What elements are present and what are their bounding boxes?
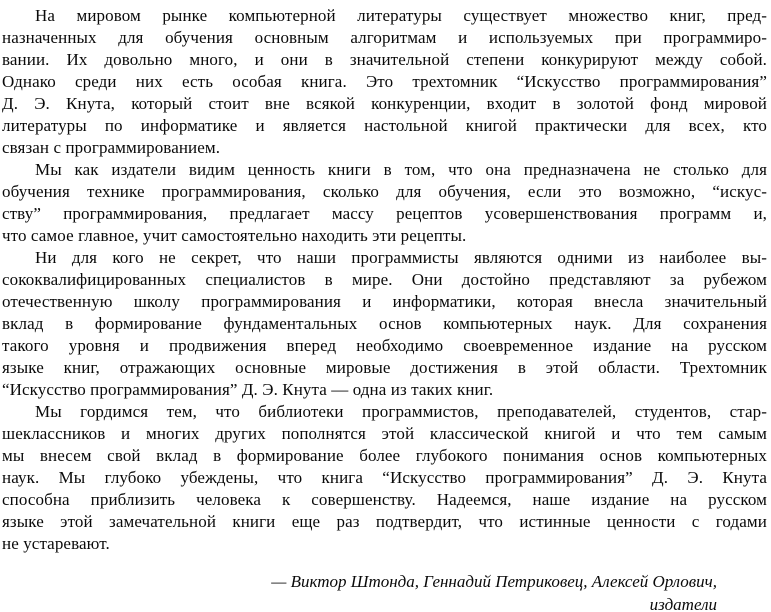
paragraph (2, 159, 767, 247)
text-line: связан с программированием. (2, 138, 221, 157)
text-line: литературы по информатике и является настольной книгой практически для всех, кто (2, 116, 767, 135)
text-line: вклад в формирование фундаментальных основ компьютерных наук. Для сохранения (2, 314, 767, 333)
text-line: отечественную школу программирования и информатики, которая внесла значительный (2, 292, 767, 311)
text-line: обучения технике программирования, сколько для обучения, если это возможно, “искус- (2, 182, 767, 201)
text-line: языке книг, отражающих основные мировые достижения в этой области. Трехтомник (2, 358, 767, 377)
paragraph (2, 247, 767, 401)
text-line: “Искусство программирования” Д. Э. Кнута — одна из таких книг. (2, 380, 494, 399)
preface-text (2, 5, 767, 555)
text-line: способна приблизить человека к совершенству. Надеемся, наше издание на русском (2, 490, 767, 509)
text-line: Д. Э. Кнута, который стоит вне всякой конкуренции, входит в золотой фонд мировой (2, 94, 767, 113)
text-line: такого уровня и продвижения вперед необходимо своевременное издание на русском (2, 336, 767, 355)
text-line: Мы гордимся тем, что библиотеки программистов, преподавателей, студентов, стар- (35, 402, 767, 421)
text-line: мы внесем свой вклад в формирование более глубокого понимания основ компьютерных (2, 446, 767, 465)
signature-block (2, 570, 767, 612)
paragraph (2, 5, 767, 159)
text-line: На мировом рынке компьютерной литературы существует множество книг, пред- (35, 6, 767, 25)
text-line: назначенных для обучения основным алгоритмам и используемых при программиро- (2, 28, 767, 47)
text-line: что самое главное, учит самостоятельно находить эти рецепты. (2, 226, 467, 245)
text-line: Мы как издатели видим ценность книги в том, что она предназначена не столько для (35, 160, 767, 179)
text-line: наук. Мы глубоко убеждены, что книга “Искусство программирования” Д. Э. Кнута (2, 468, 767, 487)
text-line: вании. Их довольно много, и они в значительной степени конкурируют между собой. (2, 50, 767, 69)
signature-authors: — Виктор Штонда, Геннадий Петриковец, Алексей Орлович, (271, 572, 717, 591)
paragraph (2, 401, 767, 555)
text-line: шеклассников и многих других пополнятся этой классической книгой и что тем самым (2, 424, 767, 443)
text-line: языке этой замечательной книги еще раз подтвердит, что истинные ценности с годами (2, 512, 767, 531)
signature-role: издатели (649, 595, 717, 612)
text-line: ству” программирования, предлагает массу рецептов усовершенствования программ и, (2, 204, 767, 223)
text-line: не устаревают. (2, 534, 110, 553)
text-line: Ни для кого не секрет, что наши программисты являются одними из наиболее вы- (35, 248, 767, 267)
text-line: сококвалифицированных специалистов в мире. Они достойно представляют за рубежом (2, 270, 767, 289)
text-line: Однако среди них есть особая книга. Это трехтомник “Искусство программирования” (2, 72, 767, 91)
